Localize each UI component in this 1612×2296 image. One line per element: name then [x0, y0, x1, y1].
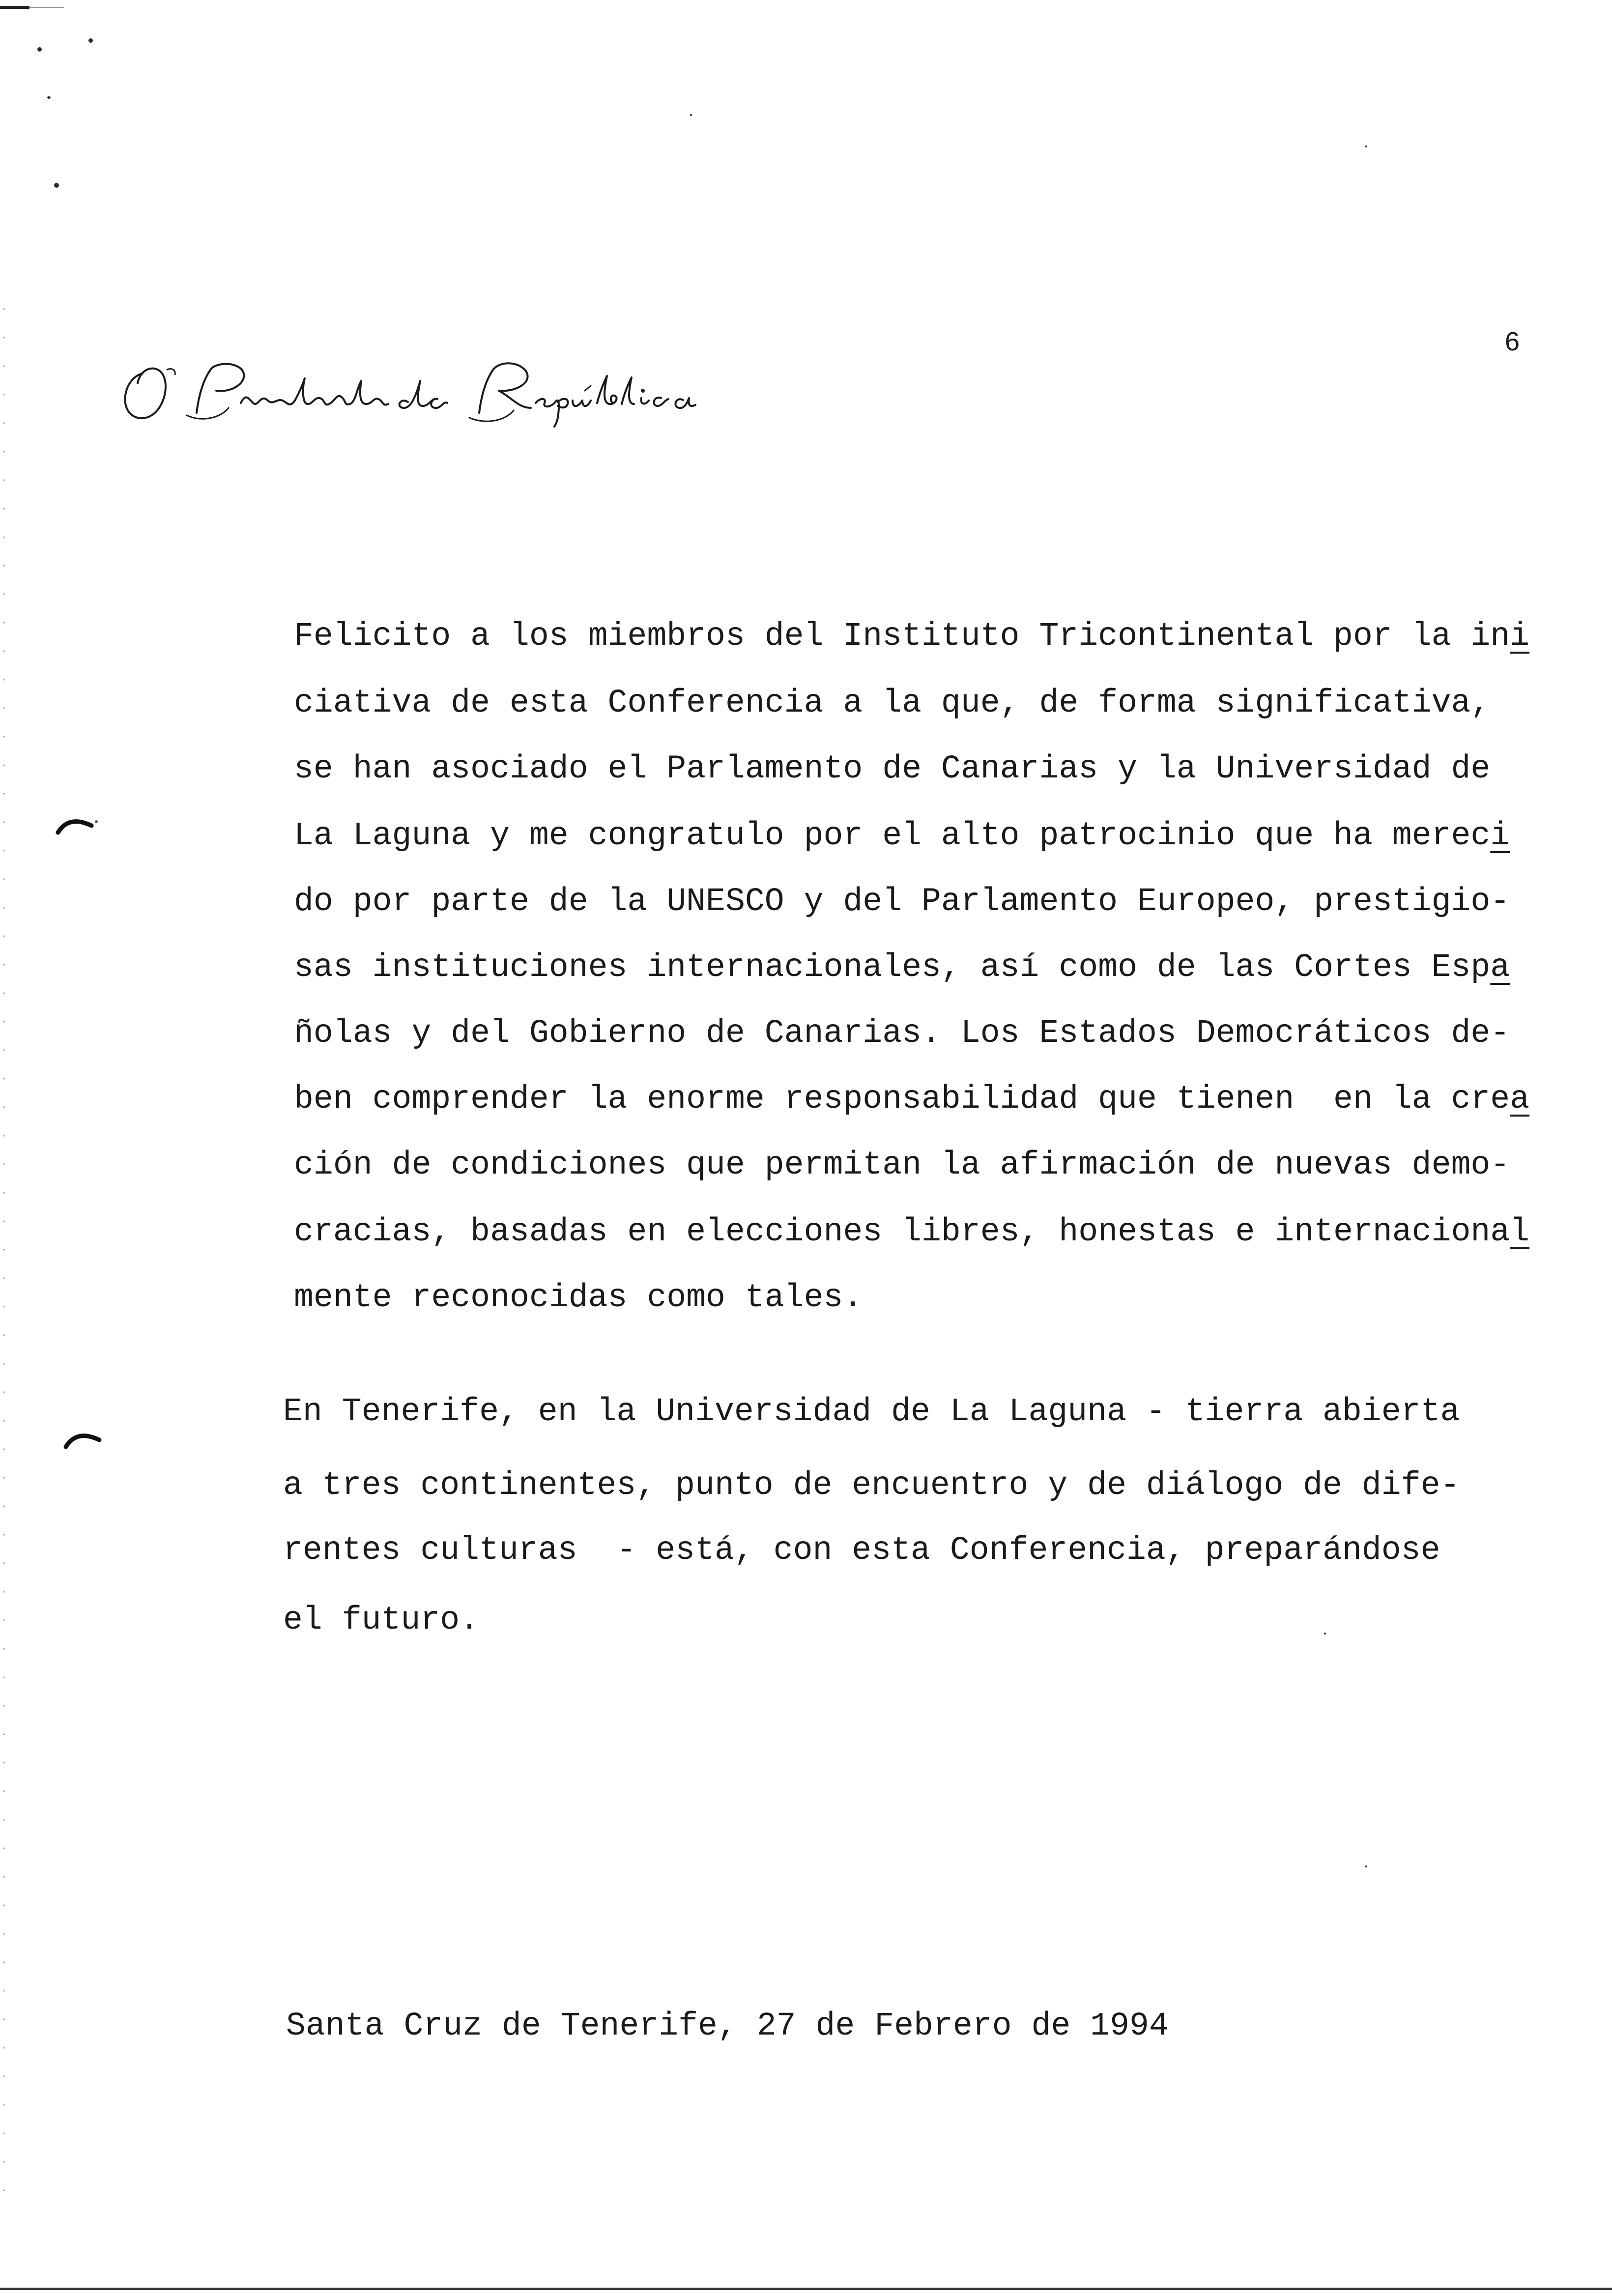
date-line: Santa Cruz de Tenerife, 27 de Febrero de 1994: [286, 2008, 1169, 2044]
paragraph1-line: ben comprender la enorme responsabilidad que tienen en la crea: [294, 1081, 1530, 1118]
scan-speck: [1324, 1633, 1326, 1635]
paragraph2-line: rentes culturas - está, con esta Conferencia, preparándose: [283, 1532, 1440, 1569]
paragraph2-line: el futuro.: [283, 1602, 480, 1638]
paragraph2-line: a tres continentes, punto de encuentro y de diálogo de dife-: [283, 1467, 1460, 1504]
scan-speck: [1365, 145, 1367, 147]
letterhead-signature: [113, 339, 703, 437]
paragraph1-line: La Laguna y me congratulo por el alto patrocinio que ha mereci: [294, 817, 1510, 854]
paragraph1-line: ñolas y del Gobierno de Canarias. Los Estados Democráticos de-: [294, 1015, 1510, 1052]
page-number: 6: [1505, 327, 1520, 356]
scan-speck: [1365, 1866, 1367, 1867]
scan-speck: [37, 47, 42, 52]
paragraph1-line: ción de condiciones que permitan la afirmación de nuevas demo-: [294, 1147, 1510, 1183]
scan-speck: [54, 183, 59, 188]
paragraph1-line: Felicito a los miembros del Instituto Tricontinental por la ini: [294, 618, 1530, 655]
paragraph1-line: do por parte de la UNESCO y del Parlamento Europeo, prestigio-: [294, 883, 1510, 920]
scan-edge-line: [29, 7, 64, 8]
paragraph1-line: se han asociado el Parlamento de Canarias y la Universidad de: [294, 750, 1491, 787]
paragraph1-line: sas instituciones internacionales, así como de las Cortes Espa: [294, 949, 1510, 986]
paragraph1-line: mente reconocidas como tales.: [294, 1279, 863, 1316]
scan-speck: [690, 114, 692, 116]
punch-hole-mark: [54, 811, 98, 835]
scan-edge-mark: [0, 6, 29, 9]
paragraph1-line: cracias, basadas en elecciones libres, honestas e internacional: [294, 1213, 1530, 1250]
scan-speck: [88, 38, 93, 43]
paragraph1-line: ciativa de esta Conferencia a la que, de forma significativa,: [294, 685, 1491, 721]
letterhead-script-image: [113, 339, 703, 437]
paragraph2-line: En Tenerife, en la Universidad de La Laguna - tierra abierta: [283, 1393, 1460, 1430]
scan-bottom-edge: [0, 2288, 1612, 2290]
scan-edge-dots: [3, 295, 5, 2211]
punch-hole-mark: [62, 1425, 106, 1450]
scan-speck: [47, 96, 51, 99]
